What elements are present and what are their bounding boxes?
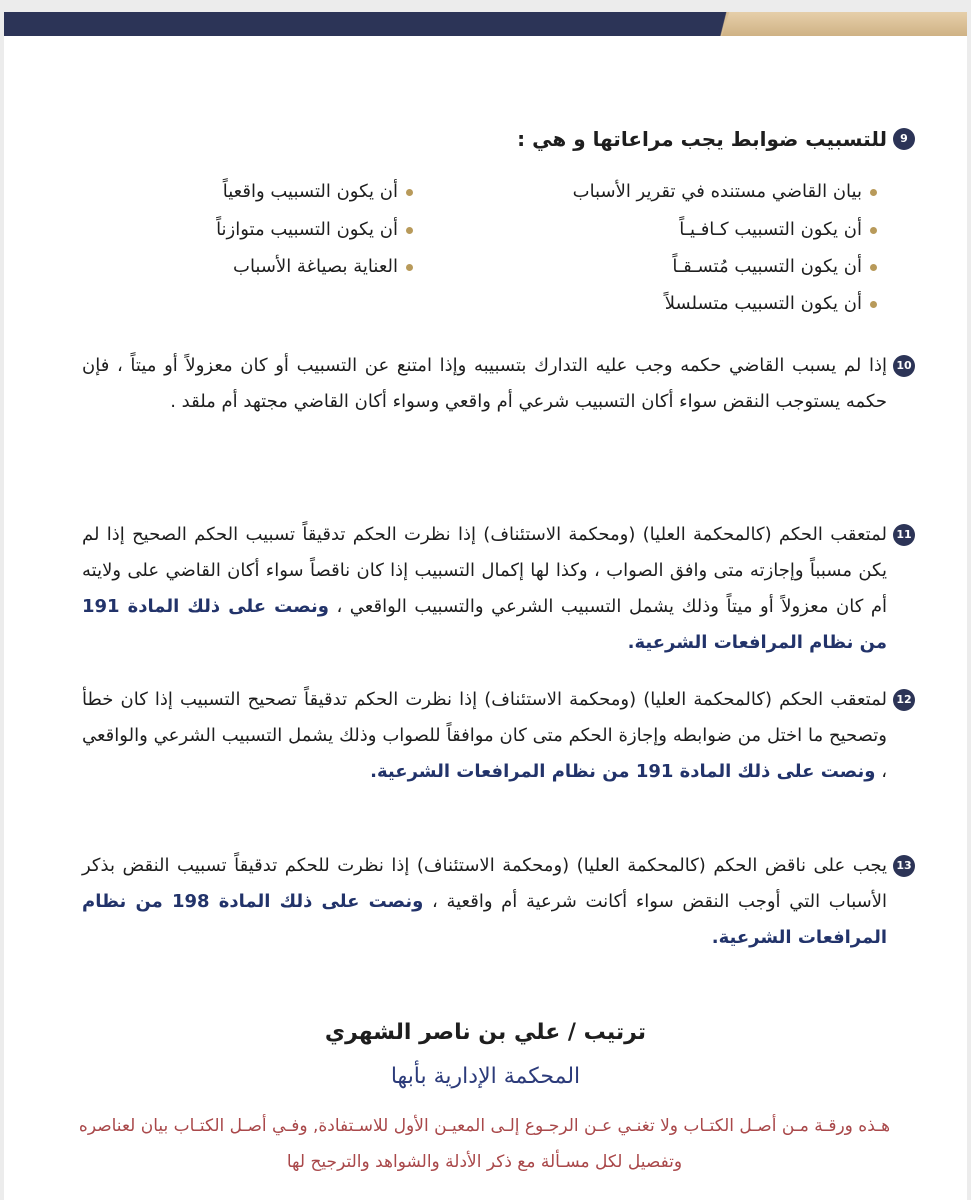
bullet-dot-icon — [870, 264, 877, 271]
bullet-item: بيان القاضي مستنده في تقرير الأسباب — [573, 180, 877, 204]
bullet-item: أن يكون التسبيب مُتسـقـاً — [672, 255, 877, 279]
footer-note: هـذه ورقـة مـن أصـل الكتـاب ولا تغنـي عـن الرجـوع إلـى المعيـن الأول للاسـتفادة, وفـي أصـل الكتـاب بيان لعناصره وتفصيل لكل مسـألة مع ذكر الأدلة والشواهد والترجيح لها — [78, 1116, 891, 1172]
item-number-badge: 10 — [893, 355, 915, 377]
bullet-dot-icon — [406, 189, 413, 196]
item-number-badge: 12 — [893, 689, 915, 711]
bullet-item: العناية بصياغة الأسباب — [233, 255, 413, 279]
author-signature: ترتيب / علي بن ناصر الشهري — [324, 1020, 647, 1045]
bullet-item: أن يكون التسبيب كـافـيـاً — [679, 218, 877, 242]
section-12 — [82, 682, 912, 790]
legal-reference: ونصت على ذلك المادة 198 من نظام المرافعات الشرعية. — [82, 891, 887, 948]
section-text: لمتعقب الحكم (كالمحكمة العليا) (ومحكمة الاستئناف) إذا نظرت الحكم تدقيقاً تسبيب الحكم الصحيح إذا لم يكن مسبباً وإجازته متى وافق الصواب ، وكذا لها إكمال التسبيب إذا كان ناقصاً سواء أكان القاضي على ولايته أم كان معزولاً أو ميتاً وذلك يشمل التسبيب الشرعي والتسبيب الواقعي ، ونصت على ذلك المادة 191 من نظام المرافعات الشرعية. — [82, 524, 887, 653]
legal-reference: ونصت على ذلك المادة 191 من نظام المرافعات الشرعية. — [82, 596, 887, 653]
bullet-item: أن يكون التسبيب متوازناً — [216, 218, 413, 242]
legal-reference: ونصت على ذلك المادة 191 من نظام المرافعات الشرعية. — [370, 761, 876, 782]
item-number-badge: 13 — [893, 855, 915, 877]
section-9 — [82, 124, 908, 154]
section-text: لمتعقب الحكم (كالمحكمة العليا) (ومحكمة الاستئناف) إذا نظرت الحكم تدقيقاً تصحيح التسبيب إذا كان خطأ وتصحيح ما اختل من ضوابطه وإجازة الحكم متى كان موافقاً للصواب وذلك يشمل التسبيب الشرعي والواقعي ، ونصت على ذلك المادة 191 من نظام المرافعات الشرعية. — [82, 689, 887, 782]
bullet-item: أن يكون التسبيب واقعياً — [223, 180, 413, 204]
item-number-badge: 9 — [893, 128, 915, 150]
header-band — [4, 12, 967, 36]
bullet-dot-icon — [870, 301, 877, 308]
organization-name: المحكمة الإدارية بأبها — [390, 1064, 581, 1089]
section-13 — [82, 848, 912, 956]
bullet-item: أن يكون التسبيب متسلسلاً — [665, 292, 877, 316]
section-11 — [82, 517, 912, 661]
section-10 — [82, 348, 912, 420]
section-text: يجب على ناقض الحكم (كالمحكمة العليا) (ومحكمة الاستئناف) إذا نظرت للحكم تدقيقاً تسبيب النقض بذكر الأسباب التي أوجب النقض سواء أكانت شرعية أم واقعية ، ونصت على ذلك المادة 198 من نظام المرافعات الشرعية. — [82, 855, 887, 948]
item-number-badge: 11 — [893, 524, 915, 546]
section-text: إذا لم يسبب القاضي حكمه وجب عليه التدارك بتسبيبه وإذا امتنع عن التسبيب أو كان معزولاً أو ميتاً ، فإن حكمه يستوجب النقض سواء أكان التسبيب شرعي أم واقعي وسواء أكان القاضي مجتهد أم ملقد . — [82, 355, 887, 412]
bullet-dot-icon — [406, 264, 413, 271]
document-page — [4, 12, 967, 1200]
bullet-dot-icon — [406, 227, 413, 234]
section-heading: للتسبيب ضوابط يجب مراعاتها و هي : — [517, 127, 887, 151]
bullet-dot-icon — [870, 227, 877, 234]
bullet-dot-icon — [870, 189, 877, 196]
